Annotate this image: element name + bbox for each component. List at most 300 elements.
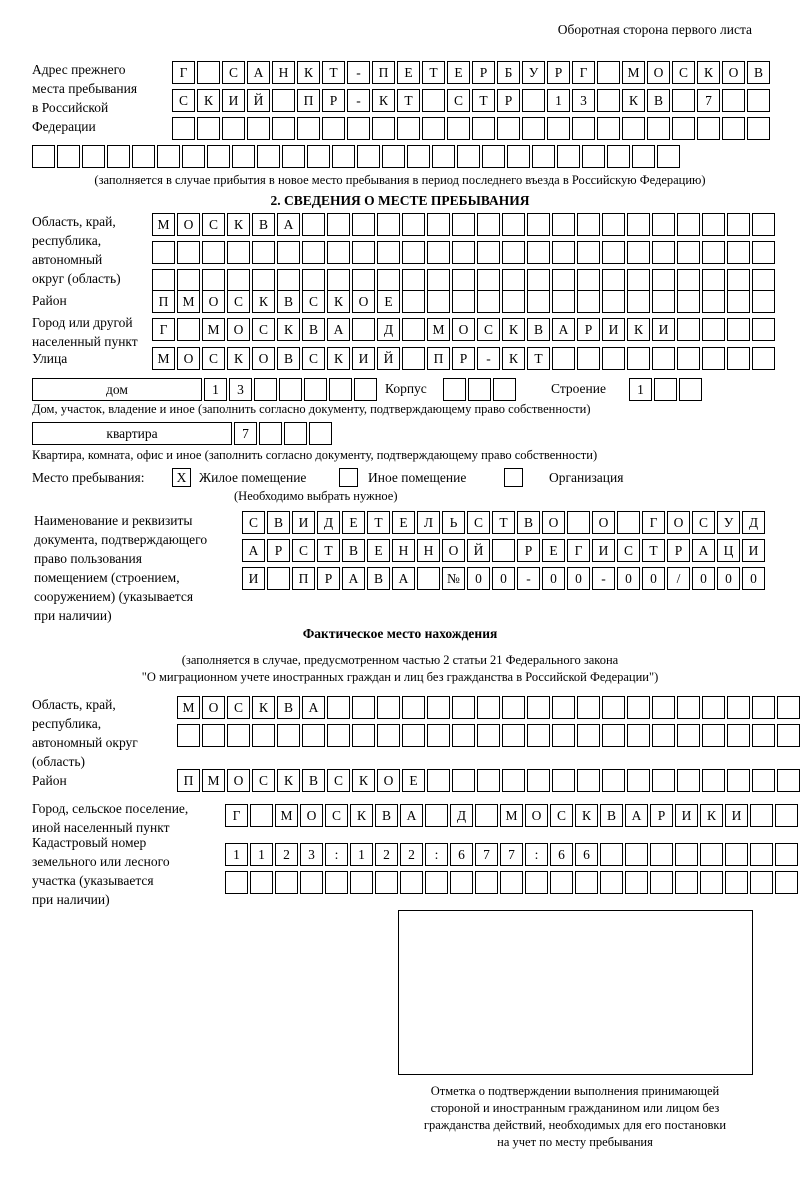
actual-region-cell[interactable]	[602, 696, 625, 719]
actual-region-cell[interactable]	[527, 724, 550, 747]
street-cell[interactable]	[577, 347, 600, 370]
cadastral-cell[interactable]: 3	[300, 843, 323, 866]
district-cell[interactable]: С	[302, 290, 325, 313]
actual-region-cell[interactable]	[352, 696, 375, 719]
street-cell[interactable]	[727, 347, 750, 370]
region-cell[interactable]	[402, 269, 425, 292]
prev-address-cell[interactable]	[697, 117, 720, 140]
prev-address-cell[interactable]	[357, 145, 380, 168]
document-cell[interactable]: Е	[342, 511, 365, 534]
actual-region-cell[interactable]: А	[302, 696, 325, 719]
actual-region-cell[interactable]: С	[227, 696, 250, 719]
document-cell[interactable]: И	[242, 567, 265, 590]
prev-address-cell[interactable]	[207, 145, 230, 168]
actual-district-cell[interactable]	[727, 769, 750, 792]
city-cell[interactable]	[677, 318, 700, 341]
cadastral-cell[interactable]	[775, 871, 798, 894]
region-cell[interactable]	[502, 269, 525, 292]
document-cell[interactable]: 0	[567, 567, 590, 590]
prev-address-cell[interactable]	[272, 117, 295, 140]
prev-address-cell[interactable]	[557, 145, 580, 168]
cadastral-cell[interactable]	[575, 871, 598, 894]
document-cell[interactable]: 0	[642, 567, 665, 590]
district-cell[interactable]	[427, 290, 450, 313]
district-cell[interactable]	[502, 290, 525, 313]
region-cell[interactable]	[677, 269, 700, 292]
prev-address-cell[interactable]: П	[297, 89, 320, 112]
city-cell[interactable]: В	[527, 318, 550, 341]
actual-region-cell[interactable]: М	[177, 696, 200, 719]
house-cell[interactable]	[329, 378, 352, 401]
city-cell[interactable]	[352, 318, 375, 341]
document-cell[interactable]: 0	[542, 567, 565, 590]
cadastral-cell[interactable]	[700, 871, 723, 894]
region-cell[interactable]	[377, 269, 400, 292]
actual-district-cell[interactable]: С	[252, 769, 275, 792]
document-cell[interactable]: О	[667, 511, 690, 534]
street-cell[interactable]: Р	[452, 347, 475, 370]
prev-address-cell[interactable]	[132, 145, 155, 168]
region-cell[interactable]	[402, 213, 425, 236]
prev-address-cell[interactable]: С	[672, 61, 695, 84]
city-cell[interactable]	[752, 318, 775, 341]
prev-address-cell[interactable]	[482, 145, 505, 168]
prev-address-cell[interactable]: 3	[572, 89, 595, 112]
region-cell[interactable]	[352, 213, 375, 236]
prev-address-cell[interactable]	[497, 117, 520, 140]
cadastral-cell[interactable]	[625, 871, 648, 894]
prev-address-cell[interactable]: У	[522, 61, 545, 84]
actual-region-cell[interactable]	[627, 696, 650, 719]
document-cell[interactable]: Е	[367, 539, 390, 562]
region-cell[interactable]	[452, 269, 475, 292]
region-cell[interactable]	[477, 269, 500, 292]
street-cell[interactable]: Й	[377, 347, 400, 370]
region-cell[interactable]	[377, 241, 400, 264]
region-cell[interactable]	[377, 213, 400, 236]
cadastral-cell[interactable]	[500, 871, 523, 894]
document-cell[interactable]: Л	[417, 511, 440, 534]
region-cell[interactable]	[652, 241, 675, 264]
region-cell[interactable]	[202, 241, 225, 264]
cadastral-row-2[interactable]	[225, 871, 800, 894]
actual-city-cell[interactable]: Д	[450, 804, 473, 827]
street-cell[interactable]: О	[252, 347, 275, 370]
actual-district-cell[interactable]	[502, 769, 525, 792]
actual-region-row-1[interactable]	[177, 696, 800, 719]
cadastral-cell[interactable]: 2	[400, 843, 423, 866]
cadastral-cell[interactable]: :	[525, 843, 548, 866]
cadastral-cell[interactable]	[725, 843, 748, 866]
city-cell[interactable]: С	[252, 318, 275, 341]
actual-region-cell[interactable]	[752, 724, 775, 747]
region-cell[interactable]	[627, 213, 650, 236]
city-cell[interactable]: К	[277, 318, 300, 341]
actual-district-cell[interactable]	[677, 769, 700, 792]
document-cell[interactable]: И	[742, 539, 765, 562]
cadastral-cell[interactable]	[325, 871, 348, 894]
prev-address-cell[interactable]	[672, 117, 695, 140]
document-cell[interactable]: №	[442, 567, 465, 590]
region-cell[interactable]	[502, 241, 525, 264]
district-cell[interactable]	[577, 290, 600, 313]
actual-region-cell[interactable]	[327, 696, 350, 719]
prev-address-row-1[interactable]	[172, 61, 772, 84]
region-cell[interactable]	[427, 241, 450, 264]
prev-address-cell[interactable]	[257, 145, 280, 168]
street-cell[interactable]: С	[302, 347, 325, 370]
house-cell[interactable]	[279, 378, 302, 401]
actual-district-cell[interactable]	[477, 769, 500, 792]
actual-region-cell[interactable]	[427, 696, 450, 719]
actual-region-cell[interactable]	[502, 696, 525, 719]
actual-city-cell[interactable]: Г	[225, 804, 248, 827]
district-cell[interactable]	[552, 290, 575, 313]
korpus-cell[interactable]	[468, 378, 491, 401]
city-cell[interactable]	[177, 318, 200, 341]
region-cell[interactable]	[702, 213, 725, 236]
street-cell[interactable]: П	[427, 347, 450, 370]
cadastral-cell[interactable]	[225, 871, 248, 894]
region-cell[interactable]	[477, 241, 500, 264]
document-cell[interactable]: Е	[392, 511, 415, 534]
prev-address-cell[interactable]: В	[747, 61, 770, 84]
region-cell[interactable]	[677, 241, 700, 264]
region-cell[interactable]	[527, 213, 550, 236]
region-cell[interactable]	[752, 213, 775, 236]
actual-region-cell[interactable]	[402, 724, 425, 747]
cadastral-cell[interactable]: 7	[475, 843, 498, 866]
actual-region-cell[interactable]	[577, 724, 600, 747]
actual-region-cell[interactable]	[377, 696, 400, 719]
document-row-2[interactable]	[242, 539, 767, 562]
region-cell[interactable]	[702, 241, 725, 264]
street-cell[interactable]: С	[202, 347, 225, 370]
cadastral-cell[interactable]	[600, 871, 623, 894]
actual-city-cell[interactable]: К	[700, 804, 723, 827]
actual-region-cell[interactable]	[202, 724, 225, 747]
actual-region-cell[interactable]	[402, 696, 425, 719]
city-cell[interactable]: О	[452, 318, 475, 341]
actual-region-cell[interactable]	[652, 724, 675, 747]
prev-address-cell[interactable]	[197, 61, 220, 84]
actual-city-cell[interactable]	[475, 804, 498, 827]
actual-district-cell[interactable]	[777, 769, 800, 792]
flat-cell[interactable]	[284, 422, 307, 445]
region-cell[interactable]	[602, 213, 625, 236]
prev-address-cell[interactable]: К	[697, 61, 720, 84]
prev-address-cell[interactable]	[432, 145, 455, 168]
actual-district-cell[interactable]	[602, 769, 625, 792]
actual-region-cell[interactable]	[702, 696, 725, 719]
region-cell[interactable]	[552, 213, 575, 236]
region-cell[interactable]	[577, 213, 600, 236]
cadastral-cell[interactable]	[650, 843, 673, 866]
region-cell[interactable]	[527, 241, 550, 264]
prev-address-row-3[interactable]	[172, 117, 772, 140]
cadastral-cell[interactable]: 1	[250, 843, 273, 866]
actual-region-cell[interactable]	[527, 696, 550, 719]
district-cell[interactable]	[452, 290, 475, 313]
region-cell[interactable]	[702, 269, 725, 292]
cadastral-cell[interactable]: 1	[350, 843, 373, 866]
region-cell[interactable]	[677, 213, 700, 236]
street-cell[interactable]	[677, 347, 700, 370]
prev-address-cell[interactable]	[747, 89, 770, 112]
prev-address-cell[interactable]: -	[347, 89, 370, 112]
city-cell[interactable]: К	[627, 318, 650, 341]
actual-region-cell[interactable]	[427, 724, 450, 747]
region-row-3[interactable]	[152, 269, 777, 292]
flat-cell[interactable]	[259, 422, 282, 445]
document-cell[interactable]: А	[392, 567, 415, 590]
region-row-2[interactable]	[152, 241, 777, 264]
region-cell[interactable]	[627, 241, 650, 264]
document-cell[interactable]: У	[717, 511, 740, 534]
city-cell[interactable]: К	[502, 318, 525, 341]
actual-region-cell[interactable]	[627, 724, 650, 747]
cadastral-cell[interactable]: :	[425, 843, 448, 866]
actual-city-cell[interactable]: О	[525, 804, 548, 827]
actual-district-cell[interactable]: Е	[402, 769, 425, 792]
region-cell[interactable]: А	[277, 213, 300, 236]
actual-city-cell[interactable]: О	[300, 804, 323, 827]
actual-city-cell[interactable]: С	[550, 804, 573, 827]
actual-district-cell[interactable]: К	[352, 769, 375, 792]
prev-address-cell[interactable]	[747, 117, 770, 140]
cadastral-cell[interactable]	[675, 843, 698, 866]
actual-city-cell[interactable]: К	[575, 804, 598, 827]
house-cell[interactable]	[254, 378, 277, 401]
actual-district-cell[interactable]	[752, 769, 775, 792]
document-cell[interactable]: Н	[392, 539, 415, 562]
document-cell[interactable]: 0	[717, 567, 740, 590]
prev-address-cell[interactable]: Р	[472, 61, 495, 84]
prev-address-cell[interactable]	[507, 145, 530, 168]
actual-region-cell[interactable]	[452, 724, 475, 747]
prev-address-cell[interactable]: Б	[497, 61, 520, 84]
prev-address-cell[interactable]	[422, 89, 445, 112]
actual-city-cell[interactable]: И	[675, 804, 698, 827]
region-cell[interactable]	[252, 241, 275, 264]
prev-address-cell[interactable]: Е	[397, 61, 420, 84]
document-cell[interactable]: И	[592, 539, 615, 562]
cadastral-cell[interactable]	[425, 871, 448, 894]
actual-region-cell[interactable]: О	[202, 696, 225, 719]
cadastral-cell[interactable]	[625, 843, 648, 866]
cadastral-cell[interactable]	[675, 871, 698, 894]
actual-city-cell[interactable]	[425, 804, 448, 827]
document-cell[interactable]: Р	[667, 539, 690, 562]
actual-region-cell[interactable]	[227, 724, 250, 747]
actual-district-cell[interactable]	[652, 769, 675, 792]
city-row[interactable]	[152, 318, 777, 341]
document-cell[interactable]: С	[292, 539, 315, 562]
region-cell[interactable]	[602, 241, 625, 264]
prev-address-cell[interactable]	[672, 89, 695, 112]
house-cell[interactable]: 1	[204, 378, 227, 401]
prev-address-cell[interactable]	[272, 89, 295, 112]
cadastral-cell[interactable]: 6	[450, 843, 473, 866]
region-cell[interactable]: К	[227, 213, 250, 236]
house-cell[interactable]: 3	[229, 378, 252, 401]
region-cell[interactable]	[352, 269, 375, 292]
document-cell[interactable]: Д	[742, 511, 765, 534]
street-cell[interactable]: В	[277, 347, 300, 370]
prev-address-cell[interactable]	[197, 117, 220, 140]
actual-region-cell[interactable]	[352, 724, 375, 747]
prev-address-cell[interactable]: П	[372, 61, 395, 84]
place-type-checkbox-residential[interactable]: X	[172, 468, 191, 487]
region-cell[interactable]	[627, 269, 650, 292]
actual-district-cell[interactable]	[452, 769, 475, 792]
prev-address-cell[interactable]	[307, 145, 330, 168]
cadastral-cell[interactable]	[475, 871, 498, 894]
document-cell[interactable]: Г	[567, 539, 590, 562]
prev-address-cell[interactable]	[32, 145, 55, 168]
prev-address-row-4[interactable]	[32, 145, 682, 168]
district-cell[interactable]	[752, 290, 775, 313]
cadastral-cell[interactable]	[350, 871, 373, 894]
document-cell[interactable]: 0	[617, 567, 640, 590]
cadastral-cell[interactable]: 2	[275, 843, 298, 866]
prev-address-cell[interactable]: Р	[322, 89, 345, 112]
prev-address-cell[interactable]: К	[622, 89, 645, 112]
city-cell[interactable]: О	[227, 318, 250, 341]
korpus-cells[interactable]	[443, 378, 518, 401]
document-cell[interactable]: С	[467, 511, 490, 534]
document-cell[interactable]: В	[342, 539, 365, 562]
region-cell[interactable]	[477, 213, 500, 236]
city-cell[interactable]	[702, 318, 725, 341]
prev-address-cell[interactable]	[372, 117, 395, 140]
flat-cells[interactable]	[234, 422, 334, 445]
prev-address-row-2[interactable]	[172, 89, 772, 112]
region-cell[interactable]	[752, 241, 775, 264]
district-row[interactable]	[152, 290, 777, 313]
document-cell[interactable]: Ц	[717, 539, 740, 562]
document-cell[interactable]: -	[517, 567, 540, 590]
actual-region-cell[interactable]	[602, 724, 625, 747]
actual-region-cell[interactable]	[552, 724, 575, 747]
korpus-cell[interactable]	[493, 378, 516, 401]
prev-address-cell[interactable]	[232, 145, 255, 168]
region-cell[interactable]	[727, 269, 750, 292]
actual-region-cell[interactable]: К	[252, 696, 275, 719]
cadastral-cell[interactable]	[775, 843, 798, 866]
prev-address-cell[interactable]: Т	[422, 61, 445, 84]
cadastral-cell[interactable]: :	[325, 843, 348, 866]
actual-district-cell[interactable]	[527, 769, 550, 792]
document-cell[interactable]: Д	[317, 511, 340, 534]
prev-address-cell[interactable]: И	[222, 89, 245, 112]
actual-district-cell[interactable]	[427, 769, 450, 792]
region-cell[interactable]: М	[152, 213, 175, 236]
document-cell[interactable]: Т	[367, 511, 390, 534]
region-cell[interactable]	[302, 241, 325, 264]
actual-city-row[interactable]	[225, 804, 800, 827]
actual-city-cell[interactable]: М	[275, 804, 298, 827]
prev-address-cell[interactable]	[107, 145, 130, 168]
region-cell[interactable]	[352, 241, 375, 264]
prev-address-cell[interactable]	[607, 145, 630, 168]
region-cell[interactable]	[502, 213, 525, 236]
region-cell[interactable]	[277, 269, 300, 292]
actual-city-cell[interactable]: В	[375, 804, 398, 827]
district-cell[interactable]: О	[352, 290, 375, 313]
district-cell[interactable]: П	[152, 290, 175, 313]
document-cell[interactable]: Р	[267, 539, 290, 562]
prev-address-cell[interactable]: Т	[322, 61, 345, 84]
actual-district-cell[interactable]: К	[277, 769, 300, 792]
region-cell[interactable]	[327, 213, 350, 236]
region-cell[interactable]	[177, 241, 200, 264]
city-cell[interactable]: М	[427, 318, 450, 341]
actual-region-cell[interactable]	[277, 724, 300, 747]
prev-address-cell[interactable]	[597, 117, 620, 140]
prev-address-cell[interactable]	[522, 117, 545, 140]
document-cell[interactable]: Т	[642, 539, 665, 562]
prev-address-cell[interactable]: О	[647, 61, 670, 84]
document-cell[interactable]: О	[442, 539, 465, 562]
actual-city-cell[interactable]: А	[400, 804, 423, 827]
city-cell[interactable]	[727, 318, 750, 341]
prev-address-cell[interactable]	[447, 117, 470, 140]
document-cell[interactable]: С	[617, 539, 640, 562]
street-cell[interactable]	[602, 347, 625, 370]
document-cell[interactable]	[567, 511, 590, 534]
prev-address-cell[interactable]	[647, 117, 670, 140]
flat-cell[interactable]	[309, 422, 332, 445]
region-cell[interactable]	[552, 241, 575, 264]
actual-region-cell[interactable]	[177, 724, 200, 747]
actual-region-cell[interactable]	[502, 724, 525, 747]
document-cell[interactable]: А	[242, 539, 265, 562]
document-row-1[interactable]	[242, 511, 767, 534]
prev-address-cell[interactable]: Т	[472, 89, 495, 112]
actual-district-cell[interactable]	[577, 769, 600, 792]
actual-region-cell[interactable]	[552, 696, 575, 719]
stamp-box[interactable]	[398, 910, 753, 1075]
actual-region-cell[interactable]	[452, 696, 475, 719]
region-cell[interactable]	[327, 241, 350, 264]
cadastral-cell[interactable]	[600, 843, 623, 866]
document-cell[interactable]	[267, 567, 290, 590]
cadastral-row-1[interactable]	[225, 843, 800, 866]
actual-region-cell[interactable]	[477, 724, 500, 747]
cadastral-cell[interactable]	[550, 871, 573, 894]
city-cell[interactable]	[402, 318, 425, 341]
district-cell[interactable]	[402, 290, 425, 313]
cadastral-cell[interactable]	[750, 843, 773, 866]
region-cell[interactable]	[602, 269, 625, 292]
cadastral-cell[interactable]	[375, 871, 398, 894]
document-cell[interactable]: С	[692, 511, 715, 534]
stroenie-cells[interactable]	[629, 378, 704, 401]
region-cell[interactable]	[727, 213, 750, 236]
cadastral-cell[interactable]	[275, 871, 298, 894]
prev-address-cell[interactable]	[457, 145, 480, 168]
house-cell[interactable]	[304, 378, 327, 401]
document-cell[interactable]: Т	[492, 511, 515, 534]
flat-cell[interactable]: 7	[234, 422, 257, 445]
actual-region-cell[interactable]	[727, 696, 750, 719]
prev-address-cell[interactable]: Е	[447, 61, 470, 84]
document-row-3[interactable]	[242, 567, 767, 590]
cadastral-cell[interactable]	[400, 871, 423, 894]
prev-address-cell[interactable]	[322, 117, 345, 140]
region-cell[interactable]	[177, 269, 200, 292]
